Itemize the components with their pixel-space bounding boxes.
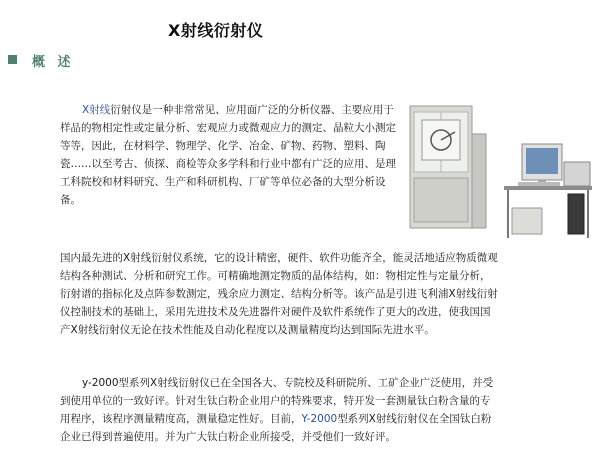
domestic-paragraph: 国内最先进的X射线衍射仪系统，它的设计精密，硬件、软件功能齐全，能灵活地适应物质微观结构各种测试、分析和研究工作。可精确地测定物质的晶体结构，如：物相定性与定量分析，衍射谱的指标化及点阵参数测定，残余应力测定、结构分析等。该产品是引进飞利浦X射线衍射仪控制技术的基础上，采用先进技术及先进器件对硬件及软件系统作了更大的改进，使我国国产X射线衍射仪无论在技术性能及自动化程度以及测量精度均达到国际先进水平。 (60, 252, 498, 336)
intro-paragraph (60, 101, 400, 209)
intro-highlight: X射线 (82, 104, 111, 116)
intro-text: 衍射仪是一种非常常见、应用面广泛的分析仪器、主要应用于样品的物相定性或定量分析、宏观应力或微观应力的测定、晶粒大小测定等等，因此，在材料学、物理学、化学、冶金、矿物、药物、塑料、陶瓷……以至考古、侦探、商检等众多学科和行业中都有广泛的应用、是理工科院校和材料研究、生产和科研机构、厂矿等单位必备的大型分析设备。 (60, 104, 396, 206)
product-model-b: Y-2000 (301, 413, 338, 425)
page-title: X射线衍射仪 (168, 21, 264, 40)
section-title: 概 述 (32, 55, 75, 70)
section-marker-icon (8, 55, 17, 64)
product-text-b: 型系列X射线衍射仪在全国钛白粉企业已得到普遍使用。并为广大钛白粉企业所接受，并受他们一致好评。 (60, 413, 492, 443)
xrd-instrument-image (408, 98, 598, 248)
product-model-a: y-2000 (82, 377, 119, 389)
product-text-a: 型系列X射线衍射仪已在全国各大、专院校及科研院所、工矿企业广泛使用，并受到使用单位的一致好评。针对生钛白粉企业用户的特殊要求，特开发一套测量钛白粉含量的专用程序，该程序测量精度高，测量稳定性好。目前， (60, 377, 494, 425)
product-paragraph (60, 374, 500, 446)
